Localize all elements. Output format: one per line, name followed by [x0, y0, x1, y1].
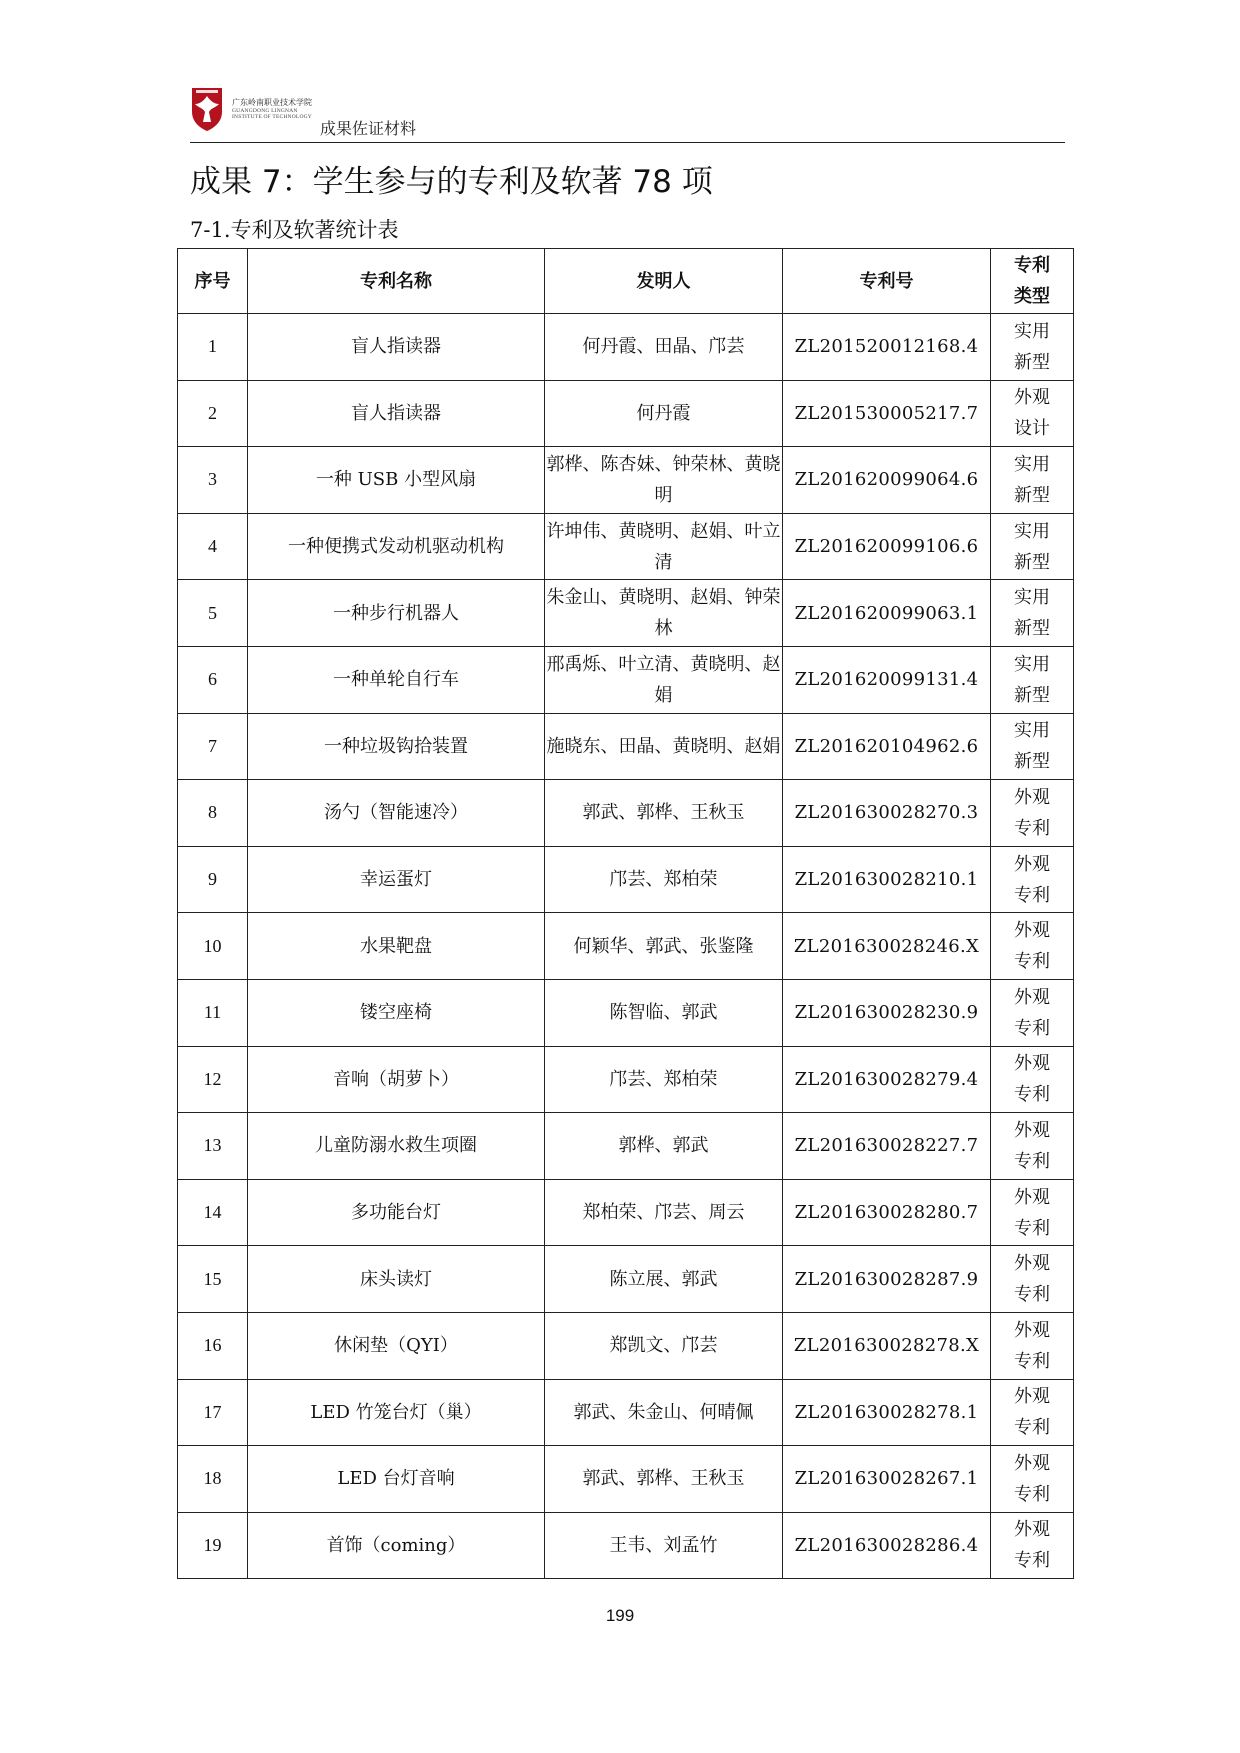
- cell-type: [991, 780, 1074, 847]
- cell-type-line1: 外观: [1014, 786, 1050, 808]
- cell-index: 7: [178, 713, 248, 780]
- cell-inventors: 郭武、郭桦、王秋玉: [545, 1446, 783, 1513]
- cell-number: ZL201520012168.4: [783, 314, 991, 381]
- cell-type-line2: 新型: [1014, 751, 1050, 773]
- cell-index: 17: [178, 1379, 248, 1446]
- cell-index: 19: [178, 1512, 248, 1579]
- cell-type: [991, 1312, 1074, 1379]
- cell-type-line1: 外观: [1014, 1186, 1050, 1208]
- cell-name: 盲人指读器: [248, 314, 545, 381]
- cell-number: ZL201630028278.1: [783, 1379, 991, 1446]
- cell-name: 一种 USB 小型风扇: [248, 447, 545, 514]
- cell-type: [991, 1446, 1074, 1513]
- cell-type-line1: 外观: [1014, 1319, 1050, 1341]
- table-row: [178, 1046, 1074, 1113]
- table-row: [178, 913, 1074, 980]
- cell-name: LED 台灯音响: [248, 1446, 545, 1513]
- cell-name: 汤勺（智能速冷）: [248, 780, 545, 847]
- table-row: [178, 513, 1074, 580]
- cell-number: ZL201630028286.4: [783, 1512, 991, 1579]
- cell-type: [991, 713, 1074, 780]
- cell-type: [991, 1179, 1074, 1246]
- cell-index: 8: [178, 780, 248, 847]
- cell-index: 5: [178, 580, 248, 647]
- cell-inventors: 郭武、朱金山、何晴佩: [545, 1379, 783, 1446]
- cell-inventors: 何丹霞、田晶、邝芸: [545, 314, 783, 381]
- cell-name: 儿童防溺水救生项圈: [248, 1113, 545, 1180]
- cell-type: [991, 1512, 1074, 1579]
- table-row: [178, 380, 1074, 447]
- cell-inventors: 邝芸、郑柏荣: [545, 1046, 783, 1113]
- page-number: 199: [605, 1606, 635, 1625]
- table-row: [178, 314, 1074, 381]
- cell-index: 2: [178, 380, 248, 447]
- header-title: 成果佐证材料: [320, 119, 417, 138]
- cell-type-line2: 新型: [1014, 551, 1050, 573]
- cell-number: ZL201620104962.6: [783, 713, 991, 780]
- section-title: 7-1.专利及软著统计表: [190, 218, 399, 242]
- cell-type: [991, 1246, 1074, 1313]
- cell-name: LED 竹笼台灯（巢）: [248, 1379, 545, 1446]
- cell-name: 镂空座椅: [248, 979, 545, 1046]
- cell-type: [991, 513, 1074, 580]
- cell-name: 盲人指读器: [248, 380, 545, 447]
- cell-index: 10: [178, 913, 248, 980]
- cell-name: 幸运蛋灯: [248, 846, 545, 913]
- cell-inventors: 陈智临、郭武: [545, 979, 783, 1046]
- cell-type-line1: 外观: [1014, 1452, 1050, 1474]
- table-row: [178, 1379, 1074, 1446]
- cell-type-line1: 外观: [1014, 986, 1050, 1008]
- cell-index: 14: [178, 1179, 248, 1246]
- cell-type-line2: 新型: [1014, 484, 1050, 506]
- cell-type-line2: 设计: [1014, 418, 1050, 440]
- cell-type: [991, 1113, 1074, 1180]
- cell-inventors: 许坤伟、黄晓明、赵娟、叶立清: [545, 513, 783, 580]
- patent-table-body: [178, 314, 1074, 1579]
- cell-inventors: 朱金山、黄晓明、赵娟、钟荣林: [545, 580, 783, 647]
- cell-type-line1: 实用: [1014, 587, 1050, 609]
- column-header-number: 专利号: [783, 249, 991, 314]
- cell-number: ZL201630028287.9: [783, 1246, 991, 1313]
- cell-index: 3: [178, 447, 248, 514]
- cell-index: 15: [178, 1246, 248, 1313]
- cell-name: 一种步行机器人: [248, 580, 545, 647]
- cell-inventors: 郭武、郭桦、王秋玉: [545, 780, 783, 847]
- cell-type-line2: 专利: [1014, 1217, 1050, 1239]
- cell-type-line1: 外观: [1014, 387, 1050, 409]
- cell-number: ZL201630028230.9: [783, 979, 991, 1046]
- cell-type-line2: 新型: [1014, 684, 1050, 706]
- cell-number: ZL201630028279.4: [783, 1046, 991, 1113]
- cell-inventors: 陈立展、郭武: [545, 1246, 783, 1313]
- cell-type-line1: 实用: [1014, 320, 1050, 342]
- cell-type-line2: 专利: [1014, 817, 1050, 839]
- cell-type-line1: 外观: [1014, 1519, 1050, 1541]
- cell-type-line2: 专利: [1014, 1150, 1050, 1172]
- table-row: [178, 780, 1074, 847]
- cell-number: ZL201630028227.7: [783, 1113, 991, 1180]
- cell-index: 6: [178, 646, 248, 713]
- table-row: [178, 979, 1074, 1046]
- cell-name: 水果靶盘: [248, 913, 545, 980]
- cell-type-line1: 外观: [1014, 1386, 1050, 1408]
- column-header-type-line1: 专利: [1014, 255, 1050, 276]
- cell-inventors: 郑柏荣、邝芸、周云: [545, 1179, 783, 1246]
- table-row: [178, 646, 1074, 713]
- cell-number: ZL201630028210.1: [783, 846, 991, 913]
- cell-index: 16: [178, 1312, 248, 1379]
- cell-index: 1: [178, 314, 248, 381]
- cell-type-line1: 外观: [1014, 920, 1050, 942]
- cell-type-line2: 专利: [1014, 1350, 1050, 1372]
- cell-name: 首饰（coming）: [248, 1512, 545, 1579]
- cell-number: ZL201620099064.6: [783, 447, 991, 514]
- cell-inventors: 何颖华、郭武、张鉴隆: [545, 913, 783, 980]
- cell-type: [991, 913, 1074, 980]
- cell-type-line2: 专利: [1014, 1550, 1050, 1572]
- cell-index: 4: [178, 513, 248, 580]
- cell-type-line1: 外观: [1014, 1119, 1050, 1141]
- table-row: [178, 713, 1074, 780]
- header-divider: [190, 142, 1065, 143]
- cell-number: ZL201630028270.3: [783, 780, 991, 847]
- cell-number: ZL201630028278.X: [783, 1312, 991, 1379]
- cell-type: [991, 846, 1074, 913]
- cell-inventors: 王韦、刘孟竹: [545, 1512, 783, 1579]
- cell-number: ZL201530005217.7: [783, 380, 991, 447]
- cell-inventors: 邢禹烁、叶立清、黄晓明、赵娟: [545, 646, 783, 713]
- cell-index: 18: [178, 1446, 248, 1513]
- cell-name: 音响（胡萝卜）: [248, 1046, 545, 1113]
- cell-type-line1: 实用: [1014, 653, 1050, 675]
- cell-name: 一种单轮自行车: [248, 646, 545, 713]
- cell-type-line2: 专利: [1014, 884, 1050, 906]
- cell-type-line2: 专利: [1014, 1084, 1050, 1106]
- cell-type: [991, 447, 1074, 514]
- cell-type: [991, 314, 1074, 381]
- cell-inventors: 施晓东、田晶、黄晓明、赵娟: [545, 713, 783, 780]
- cell-type: [991, 580, 1074, 647]
- column-header-inventors: 发明人: [545, 249, 783, 314]
- table-row: [178, 580, 1074, 647]
- cell-type-line2: 专利: [1014, 1284, 1050, 1306]
- cell-type: [991, 646, 1074, 713]
- cell-inventors: 邝芸、郑柏荣: [545, 846, 783, 913]
- cell-type: [991, 1379, 1074, 1446]
- table-row: [178, 1312, 1074, 1379]
- cell-type-line2: 专利: [1014, 1483, 1050, 1505]
- table-row: [178, 1113, 1074, 1180]
- school-name-cn: 广东岭南职业技术学院: [232, 98, 312, 107]
- patent-table: [177, 248, 1074, 1579]
- page-title: 成果 7：学生参与的专利及软著 78 项: [190, 164, 713, 200]
- column-header-type-line2: 类型: [1014, 286, 1050, 307]
- cell-type-line1: 外观: [1014, 1053, 1050, 1075]
- cell-number: ZL201620099106.6: [783, 513, 991, 580]
- cell-index: 13: [178, 1113, 248, 1180]
- cell-name: 一种便携式发动机驱动机构: [248, 513, 545, 580]
- cell-type: [991, 979, 1074, 1046]
- cell-type-line2: 新型: [1014, 618, 1050, 640]
- cell-number: ZL201620099063.1: [783, 580, 991, 647]
- table-header-row: [178, 249, 1074, 314]
- school-name-en-line2: INSTITUTE OF TECHNOLOGY: [232, 114, 312, 120]
- table-row: [178, 1512, 1074, 1579]
- cell-index: 12: [178, 1046, 248, 1113]
- cell-type-line2: 专利: [1014, 1417, 1050, 1439]
- table-row: [178, 846, 1074, 913]
- cell-inventors: 何丹霞: [545, 380, 783, 447]
- cell-inventors: 郑凯文、邝芸: [545, 1312, 783, 1379]
- cell-inventors: 郭桦、郭武: [545, 1113, 783, 1180]
- cell-type-line1: 外观: [1014, 1253, 1050, 1275]
- cell-type-line1: 外观: [1014, 853, 1050, 875]
- cell-number: ZL201620099131.4: [783, 646, 991, 713]
- cell-name: 床头读灯: [248, 1246, 545, 1313]
- school-name-en-line1: GUANGDONG LINGNAN: [232, 108, 298, 114]
- cell-type-line1: 实用: [1014, 453, 1050, 475]
- cell-type-line2: 专利: [1014, 1017, 1050, 1039]
- cell-type-line2: 专利: [1014, 951, 1050, 973]
- column-header-name: 专利名称: [248, 249, 545, 314]
- cell-index: 11: [178, 979, 248, 1046]
- cell-inventors: 郭桦、陈杏妹、钟荣林、黄晓明: [545, 447, 783, 514]
- cell-number: ZL201630028280.7: [783, 1179, 991, 1246]
- school-logo-icon: [190, 86, 224, 132]
- cell-number: ZL201630028246.X: [783, 913, 991, 980]
- table-row: [178, 1446, 1074, 1513]
- cell-type-line1: 实用: [1014, 720, 1050, 742]
- cell-name: 一种垃圾钩拾装置: [248, 713, 545, 780]
- cell-type: [991, 380, 1074, 447]
- cell-type: [991, 1046, 1074, 1113]
- cell-name: 休闲垫（QYI）: [248, 1312, 545, 1379]
- cell-type-line2: 新型: [1014, 351, 1050, 373]
- page-header: [190, 86, 1065, 144]
- cell-index: 9: [178, 846, 248, 913]
- cell-number: ZL201630028267.1: [783, 1446, 991, 1513]
- cell-name: 多功能台灯: [248, 1179, 545, 1246]
- cell-type-line1: 实用: [1014, 520, 1050, 542]
- column-header-type: [991, 249, 1074, 314]
- column-header-index: 序号: [178, 249, 248, 314]
- table-row: [178, 447, 1074, 514]
- table-row: [178, 1179, 1074, 1246]
- table-row: [178, 1246, 1074, 1313]
